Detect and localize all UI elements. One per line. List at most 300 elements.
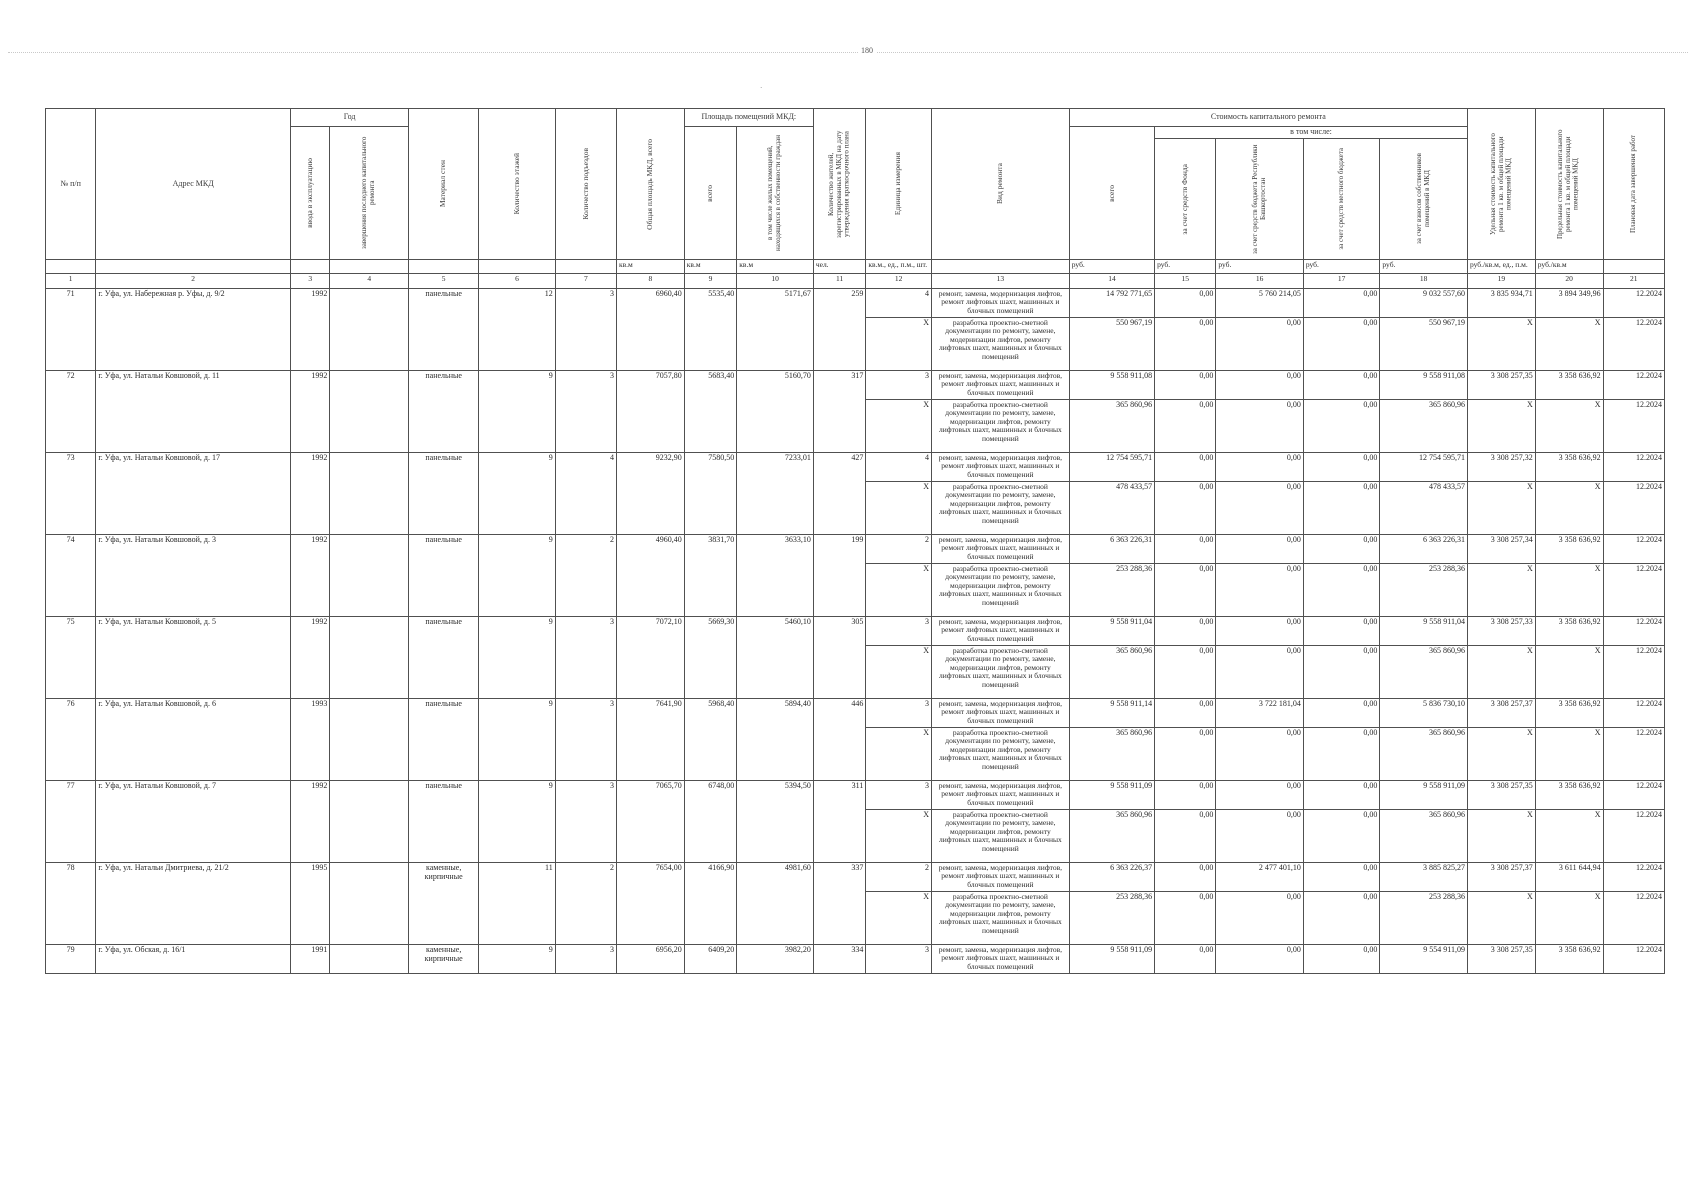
max-cost-cell: X — [1535, 399, 1603, 452]
premises-total-cell: 4166,90 — [684, 862, 737, 944]
address-cell: г. Уфа, ул. Натальи Ковшовой, д. 6 — [96, 698, 291, 780]
cost-total-cell: 9 558 911,14 — [1069, 698, 1154, 727]
work-type-cell: разработка проектно-сметной документации по ремонту, замене, модернизации лифтов, ремонту лифтовых шахт, машинных и блочных помещений — [931, 317, 1069, 370]
cost-total-cell: 550 967,19 — [1069, 317, 1154, 370]
total-area-cell: 9232,90 — [616, 452, 684, 534]
work-type-cell: ремонт, замена, модернизация лифтов, ремонт лифтовых шахт, машинных и блочных помещений — [931, 534, 1069, 563]
cost-total-cell: 478 433,57 — [1069, 481, 1154, 534]
unit-cell: кв.м., ед., п.м., шт. — [866, 259, 932, 273]
floors-cell: 9 — [479, 616, 556, 698]
premises-private-cell: 5894,40 — [737, 698, 814, 780]
floors-cell: 9 — [479, 370, 556, 452]
work-type-cell: разработка проектно-сметной документации по ремонту, замене, модернизации лифтов, ремонту лифтовых шахт, машинных и блочных помещений — [931, 809, 1069, 862]
cost-total-cell: 365 860,96 — [1069, 399, 1154, 452]
unit-cost-cell: X — [1467, 317, 1535, 370]
unit-cell: руб. — [1216, 259, 1304, 273]
cost-fund-cell: 0,00 — [1155, 809, 1216, 862]
quantity-cell: 4 — [866, 288, 932, 317]
deadline-cell: 12.2024 — [1603, 891, 1664, 944]
cost-total-cell: 365 860,96 — [1069, 727, 1154, 780]
column-number: 8 — [616, 273, 684, 288]
wall-material-cell: панельные — [409, 698, 479, 780]
year-commissioning-cell: 1992 — [291, 534, 330, 616]
column-number: 11 — [813, 273, 866, 288]
row-number: 72 — [46, 370, 96, 452]
total-area-cell: 7057,80 — [616, 370, 684, 452]
column-number: 21 — [1603, 273, 1664, 288]
premises-total-cell: 5535,40 — [684, 288, 737, 370]
column-number: 13 — [931, 273, 1069, 288]
year-last-repair-cell — [330, 452, 409, 534]
cost-owners-cell: 253 288,36 — [1380, 563, 1468, 616]
work-type-cell: ремонт, замена, модернизация лифтов, ремонт лифтовых шахт, машинных и блочных помещений — [931, 780, 1069, 809]
year-last-repair-cell — [330, 534, 409, 616]
year-last-repair-cell — [330, 370, 409, 452]
residents-cell: 259 — [813, 288, 866, 370]
cost-fund-cell: 0,00 — [1155, 645, 1216, 698]
entrances-cell: 4 — [555, 452, 616, 534]
deadline-cell: 12.2024 — [1603, 370, 1664, 399]
cost-republic-cell: 0,00 — [1216, 645, 1304, 698]
unit-cost-cell: X — [1467, 809, 1535, 862]
wall-material-cell: панельные — [409, 370, 479, 452]
cost-owners-cell: 365 860,96 — [1380, 727, 1468, 780]
header-residents: Количество жителей, зарегистрированных в МКД на дату утверждения краткосрочного плана — [813, 109, 866, 260]
cost-republic-cell: 0,00 — [1216, 809, 1304, 862]
work-type-cell: ремонт, замена, модернизация лифтов, ремонт лифтовых шахт, машинных и блочных помещений — [931, 944, 1069, 973]
cost-republic-cell: 5 760 214,05 — [1216, 288, 1304, 317]
year-last-repair-cell — [330, 616, 409, 698]
deadline-cell: 12.2024 — [1603, 727, 1664, 780]
deadline-cell: 12.2024 — [1603, 616, 1664, 645]
cost-local-cell: 0,00 — [1303, 370, 1380, 399]
cost-total-cell: 9 558 911,08 — [1069, 370, 1154, 399]
header-year-last-repair: завершения последнего капитального ремонта — [330, 127, 409, 260]
wall-material-cell: каменные, кирпичные — [409, 944, 479, 973]
cost-fund-cell: 0,00 — [1155, 944, 1216, 973]
table-row — [46, 862, 1665, 891]
quantity-cell: 3 — [866, 944, 932, 973]
table-row — [46, 780, 1665, 809]
max-cost-cell: 3 358 636,92 — [1535, 452, 1603, 481]
deadline-cell: 12.2024 — [1603, 645, 1664, 698]
header-wall-material: Материал стен — [409, 109, 479, 260]
floors-cell: 9 — [479, 534, 556, 616]
max-cost-cell: X — [1535, 317, 1603, 370]
cost-republic-cell: 0,00 — [1216, 317, 1304, 370]
year-commissioning-cell: 1991 — [291, 944, 330, 973]
cost-fund-cell: 0,00 — [1155, 563, 1216, 616]
cost-owners-cell: 3 885 825,27 — [1380, 862, 1468, 891]
max-cost-cell: X — [1535, 891, 1603, 944]
cost-local-cell: 0,00 — [1303, 698, 1380, 727]
premises-private-cell: 5394,50 — [737, 780, 814, 862]
page-number: 180 — [858, 46, 876, 55]
quantity-cell: X — [866, 809, 932, 862]
floors-cell: 9 — [479, 452, 556, 534]
max-cost-cell: X — [1535, 727, 1603, 780]
registry-table-container — [45, 108, 1665, 1058]
wall-material-cell: панельные — [409, 288, 479, 370]
premises-total-cell: 5968,40 — [684, 698, 737, 780]
quantity-cell: 4 — [866, 452, 932, 481]
year-commissioning-cell: 1995 — [291, 862, 330, 944]
work-type-cell: ремонт, замена, модернизация лифтов, ремонт лифтовых шахт, машинных и блочных помещений — [931, 862, 1069, 891]
work-type-cell: разработка проектно-сметной документации по ремонту, замене, модернизации лифтов, ремонту лифтовых шахт, машинных и блочных помещений — [931, 727, 1069, 780]
premises-total-cell: 5669,30 — [684, 616, 737, 698]
column-number: 19 — [1467, 273, 1535, 288]
row-number: 73 — [46, 452, 96, 534]
deadline-cell: 12.2024 — [1603, 698, 1664, 727]
deadline-cell: 12.2024 — [1603, 288, 1664, 317]
year-commissioning-cell: 1992 — [291, 452, 330, 534]
floors-cell: 9 — [479, 944, 556, 973]
deadline-cell: 12.2024 — [1603, 563, 1664, 616]
header-floors: Количество этажей — [479, 109, 556, 260]
work-type-cell: разработка проектно-сметной документации по ремонту, замене, модернизации лифтов, ремонту лифтовых шахт, машинных и блочных помещений — [931, 563, 1069, 616]
column-number: 14 — [1069, 273, 1154, 288]
total-area-cell: 7641,90 — [616, 698, 684, 780]
column-number: 3 — [291, 273, 330, 288]
unit-cost-cell: 3 308 257,37 — [1467, 862, 1535, 891]
year-last-repair-cell — [330, 698, 409, 780]
cost-total-cell: 365 860,96 — [1069, 645, 1154, 698]
column-number: 10 — [737, 273, 814, 288]
cost-total-cell: 253 288,36 — [1069, 891, 1154, 944]
cost-local-cell: 0,00 — [1303, 288, 1380, 317]
table-row — [46, 698, 1665, 727]
year-last-repair-cell — [330, 780, 409, 862]
column-number: 5 — [409, 273, 479, 288]
cost-total-cell: 12 754 595,71 — [1069, 452, 1154, 481]
cost-owners-cell: 253 288,36 — [1380, 891, 1468, 944]
cost-republic-cell: 0,00 — [1216, 399, 1304, 452]
column-number: 7 — [555, 273, 616, 288]
year-last-repair-cell — [330, 944, 409, 973]
premises-private-cell: 3633,10 — [737, 534, 814, 616]
work-type-cell: ремонт, замена, модернизация лифтов, ремонт лифтовых шахт, машинных и блочных помещений — [931, 288, 1069, 317]
unit-cell: кв.м — [616, 259, 684, 273]
table-header — [46, 109, 1665, 289]
wall-material-cell: панельные — [409, 780, 479, 862]
deadline-cell: 12.2024 — [1603, 317, 1664, 370]
residents-cell: 311 — [813, 780, 866, 862]
unit-cell: кв.м — [684, 259, 737, 273]
header-deadline: Плановая дата завершения работ — [1603, 109, 1664, 260]
deadline-cell: 12.2024 — [1603, 862, 1664, 891]
quantity-cell: X — [866, 481, 932, 534]
cost-owners-cell: 5 836 730,10 — [1380, 698, 1468, 727]
unit-cell: руб./кв.м — [1535, 259, 1603, 273]
cost-local-cell: 0,00 — [1303, 616, 1380, 645]
cost-owners-cell: 550 967,19 — [1380, 317, 1468, 370]
cost-owners-cell: 9 558 911,08 — [1380, 370, 1468, 399]
total-area-cell: 6956,20 — [616, 944, 684, 973]
row-number: 78 — [46, 862, 96, 944]
table-row — [46, 534, 1665, 563]
unit-cost-cell: 3 308 257,37 — [1467, 698, 1535, 727]
header-total-area: Общая площадь МКД, всего — [616, 109, 684, 260]
unit-cost-cell: X — [1467, 481, 1535, 534]
year-commissioning-cell: 1993 — [291, 698, 330, 780]
cost-owners-cell: 478 433,57 — [1380, 481, 1468, 534]
work-type-cell: разработка проектно-сметной документации по ремонту, замене, модернизации лифтов, ремонту лифтовых шахт, машинных и блочных помещений — [931, 645, 1069, 698]
unit-cell: руб. — [1155, 259, 1216, 273]
scan-mark: · — [760, 84, 763, 92]
deadline-cell: 12.2024 — [1603, 944, 1664, 973]
column-number: 9 — [684, 273, 737, 288]
cost-local-cell: 0,00 — [1303, 780, 1380, 809]
address-cell: г. Уфа, ул. Натальи Ковшовой, д. 11 — [96, 370, 291, 452]
cost-owners-cell: 365 860,96 — [1380, 399, 1468, 452]
year-commissioning-cell: 1992 — [291, 780, 330, 862]
column-number: 16 — [1216, 273, 1304, 288]
header-premises-total: всего — [684, 127, 737, 260]
max-cost-cell: 3 358 636,92 — [1535, 698, 1603, 727]
cost-local-cell: 0,00 — [1303, 481, 1380, 534]
max-cost-cell: 3 358 636,92 — [1535, 780, 1603, 809]
unit-cell: чел. — [813, 259, 866, 273]
wall-material-cell: панельные — [409, 616, 479, 698]
cost-owners-cell: 9 032 557,60 — [1380, 288, 1468, 317]
header-no: № п/п — [46, 109, 96, 260]
header-cost-republic: за счет средств бюджета Республики Башкортостан — [1216, 138, 1304, 259]
header-max-cost: Предельная стоимость капитального ремонта 1 кв. м общей площади помещений МКД — [1535, 109, 1603, 260]
residents-cell: 199 — [813, 534, 866, 616]
max-cost-cell: X — [1535, 481, 1603, 534]
address-cell: г. Уфа, ул. Натальи Ковшовой, д. 17 — [96, 452, 291, 534]
quantity-cell: X — [866, 645, 932, 698]
unit-cost-cell: 3 308 257,32 — [1467, 452, 1535, 481]
cost-local-cell: 0,00 — [1303, 452, 1380, 481]
cost-owners-cell: 365 860,96 — [1380, 645, 1468, 698]
capital-repair-table — [45, 108, 1665, 974]
quantity-cell: 3 — [866, 370, 932, 399]
header-premises-private: в том числе жилых помещений, находящихся в собственности граждан — [737, 127, 814, 260]
row-number: 74 — [46, 534, 96, 616]
entrances-cell: 3 — [555, 780, 616, 862]
floors-cell: 12 — [479, 288, 556, 370]
work-type-cell: разработка проектно-сметной документации по ремонту, замене, модернизации лифтов, ремонту лифтовых шахт, машинных и блочных помещений — [931, 399, 1069, 452]
wall-material-cell: каменные, кирпичные — [409, 862, 479, 944]
table-body — [46, 288, 1665, 973]
cost-owners-cell: 9 554 911,09 — [1380, 944, 1468, 973]
header-cost-owners: за счет взносов собственников помещений в МКД — [1380, 138, 1468, 259]
unit-cost-cell: X — [1467, 727, 1535, 780]
work-type-cell: ремонт, замена, модернизация лифтов, ремонт лифтовых шахт, машинных и блочных помещений — [931, 452, 1069, 481]
max-cost-cell: X — [1535, 809, 1603, 862]
address-cell: г. Уфа, ул. Набережная р. Уфы, д. 9/2 — [96, 288, 291, 370]
floors-cell: 9 — [479, 780, 556, 862]
unit-cell: руб. — [1380, 259, 1468, 273]
premises-total-cell: 7580,50 — [684, 452, 737, 534]
row-number: 79 — [46, 944, 96, 973]
header-cost-total: всего — [1069, 127, 1154, 260]
premises-total-cell: 6748,00 — [684, 780, 737, 862]
cost-local-cell: 0,00 — [1303, 809, 1380, 862]
deadline-cell: 12.2024 — [1603, 809, 1664, 862]
premises-total-cell: 5683,40 — [684, 370, 737, 452]
year-commissioning-cell: 1992 — [291, 616, 330, 698]
cost-local-cell: 0,00 — [1303, 944, 1380, 973]
column-number: 12 — [866, 273, 932, 288]
row-number: 77 — [46, 780, 96, 862]
premises-private-cell: 3982,20 — [737, 944, 814, 973]
header-cost-local: за счет средств местного бюджета — [1303, 138, 1380, 259]
deadline-cell: 12.2024 — [1603, 481, 1664, 534]
address-cell: г. Уфа, ул. Обская, д. 16/1 — [96, 944, 291, 973]
address-cell: г. Уфа, ул. Натальи Ковшовой, д. 5 — [96, 616, 291, 698]
header-unit-cost: Удельная стоимость капитального ремонта 1 кв. м общей площади помещений МКД — [1467, 109, 1535, 260]
work-type-cell: ремонт, замена, модернизация лифтов, ремонт лифтовых шахт, машинных и блочных помещений — [931, 616, 1069, 645]
quantity-cell: 3 — [866, 616, 932, 645]
cost-fund-cell: 0,00 — [1155, 891, 1216, 944]
work-type-cell: разработка проектно-сметной документации по ремонту, замене, модернизации лифтов, ремонту лифтовых шахт, машинных и блочных помещений — [931, 891, 1069, 944]
entrances-cell: 2 — [555, 534, 616, 616]
table-row — [46, 452, 1665, 481]
total-area-cell: 6960,40 — [616, 288, 684, 370]
entrances-cell: 3 — [555, 288, 616, 370]
table-row — [46, 616, 1665, 645]
column-number: 6 — [479, 273, 556, 288]
cost-fund-cell: 0,00 — [1155, 481, 1216, 534]
unit-cell: руб. — [1069, 259, 1154, 273]
row-number: 71 — [46, 288, 96, 370]
premises-private-cell: 5460,10 — [737, 616, 814, 698]
cost-local-cell: 0,00 — [1303, 563, 1380, 616]
unit-cell: кв.м — [737, 259, 814, 273]
cost-local-cell: 0,00 — [1303, 891, 1380, 944]
quantity-cell: X — [866, 399, 932, 452]
header-unit: Единица измерения — [866, 109, 932, 260]
cost-total-cell: 365 860,96 — [1069, 809, 1154, 862]
column-number: 18 — [1380, 273, 1468, 288]
header-premises-group: Площадь помещений МКД: — [684, 109, 813, 127]
quantity-cell: X — [866, 317, 932, 370]
column-number: 4 — [330, 273, 409, 288]
max-cost-cell: 3 611 644,94 — [1535, 862, 1603, 891]
scan-border-line — [8, 52, 1688, 53]
cost-fund-cell: 0,00 — [1155, 780, 1216, 809]
premises-total-cell: 6409,20 — [684, 944, 737, 973]
quantity-cell: X — [866, 891, 932, 944]
cost-fund-cell: 0,00 — [1155, 317, 1216, 370]
residents-cell: 337 — [813, 862, 866, 944]
cost-local-cell: 0,00 — [1303, 727, 1380, 780]
column-number: 17 — [1303, 273, 1380, 288]
header-cost-fund: за счет средств Фонда — [1155, 138, 1216, 259]
unit-cost-cell: 3 308 257,35 — [1467, 944, 1535, 973]
cost-republic-cell: 0,00 — [1216, 780, 1304, 809]
work-type-cell: ремонт, замена, модернизация лифтов, ремонт лифтовых шахт, машинных и блочных помещений — [931, 698, 1069, 727]
cost-fund-cell: 0,00 — [1155, 399, 1216, 452]
cost-fund-cell: 0,00 — [1155, 862, 1216, 891]
cost-total-cell: 14 792 771,65 — [1069, 288, 1154, 317]
wall-material-cell: панельные — [409, 452, 479, 534]
max-cost-cell: 3 894 349,96 — [1535, 288, 1603, 317]
cost-fund-cell: 0,00 — [1155, 698, 1216, 727]
table-row — [46, 288, 1665, 317]
header-year-group: Год — [291, 109, 409, 127]
max-cost-cell: 3 358 636,92 — [1535, 534, 1603, 563]
year-last-repair-cell — [330, 288, 409, 370]
cost-total-cell: 6 363 226,37 — [1069, 862, 1154, 891]
premises-private-cell: 4981,60 — [737, 862, 814, 944]
entrances-cell: 3 — [555, 944, 616, 973]
cost-total-cell: 9 558 911,09 — [1069, 780, 1154, 809]
entrances-cell: 3 — [555, 698, 616, 780]
cost-republic-cell: 0,00 — [1216, 616, 1304, 645]
cost-fund-cell: 0,00 — [1155, 452, 1216, 481]
cost-republic-cell: 0,00 — [1216, 370, 1304, 399]
cost-fund-cell: 0,00 — [1155, 288, 1216, 317]
total-area-cell: 7065,70 — [616, 780, 684, 862]
work-type-cell: ремонт, замена, модернизация лифтов, ремонт лифтовых шахт, машинных и блочных помещений — [931, 370, 1069, 399]
max-cost-cell: 3 358 636,92 — [1535, 370, 1603, 399]
unit-cost-cell: X — [1467, 563, 1535, 616]
cost-owners-cell: 9 558 911,04 — [1380, 616, 1468, 645]
header-including: в том числе: — [1155, 127, 1468, 139]
cost-local-cell: 0,00 — [1303, 645, 1380, 698]
cost-republic-cell: 0,00 — [1216, 563, 1304, 616]
cost-republic-cell: 3 722 181,04 — [1216, 698, 1304, 727]
cost-republic-cell: 0,00 — [1216, 452, 1304, 481]
cost-owners-cell: 12 754 595,71 — [1380, 452, 1468, 481]
row-number: 75 — [46, 616, 96, 698]
cost-total-cell: 9 558 911,09 — [1069, 944, 1154, 973]
column-number: 20 — [1535, 273, 1603, 288]
year-commissioning-cell: 1992 — [291, 370, 330, 452]
residents-cell: 427 — [813, 452, 866, 534]
header-work-type: Вид ремонта — [931, 109, 1069, 260]
quantity-cell: X — [866, 563, 932, 616]
cost-fund-cell: 0,00 — [1155, 370, 1216, 399]
residents-cell: 305 — [813, 616, 866, 698]
table-row — [46, 944, 1665, 973]
unit-cost-cell: 3 308 257,33 — [1467, 616, 1535, 645]
premises-total-cell: 3831,70 — [684, 534, 737, 616]
floors-cell: 11 — [479, 862, 556, 944]
header-address: Адрес МКД — [96, 109, 291, 260]
column-numbers-row — [46, 273, 1665, 288]
quantity-cell: 3 — [866, 780, 932, 809]
cost-republic-cell: 2 477 401,10 — [1216, 862, 1304, 891]
wall-material-cell: панельные — [409, 534, 479, 616]
max-cost-cell: 3 358 636,92 — [1535, 944, 1603, 973]
cost-republic-cell: 0,00 — [1216, 944, 1304, 973]
quantity-cell: 3 — [866, 698, 932, 727]
year-last-repair-cell — [330, 862, 409, 944]
deadline-cell: 12.2024 — [1603, 399, 1664, 452]
deadline-cell: 12.2024 — [1603, 534, 1664, 563]
unit-cell: руб. — [1303, 259, 1380, 273]
premises-private-cell: 5171,67 — [737, 288, 814, 370]
premises-private-cell: 7233,01 — [737, 452, 814, 534]
header-cost-group: Стоимость капитального ремонта — [1069, 109, 1467, 127]
cost-fund-cell: 0,00 — [1155, 616, 1216, 645]
cost-local-cell: 0,00 — [1303, 317, 1380, 370]
cost-republic-cell: 0,00 — [1216, 534, 1304, 563]
unit-cost-cell: X — [1467, 645, 1535, 698]
address-cell: г. Уфа, ул. Натальи Ковшовой, д. 3 — [96, 534, 291, 616]
column-number: 15 — [1155, 273, 1216, 288]
floors-cell: 9 — [479, 698, 556, 780]
deadline-cell: 12.2024 — [1603, 452, 1664, 481]
max-cost-cell: X — [1535, 563, 1603, 616]
cost-local-cell: 0,00 — [1303, 862, 1380, 891]
cost-owners-cell: 9 558 911,09 — [1380, 780, 1468, 809]
entrances-cell: 3 — [555, 370, 616, 452]
